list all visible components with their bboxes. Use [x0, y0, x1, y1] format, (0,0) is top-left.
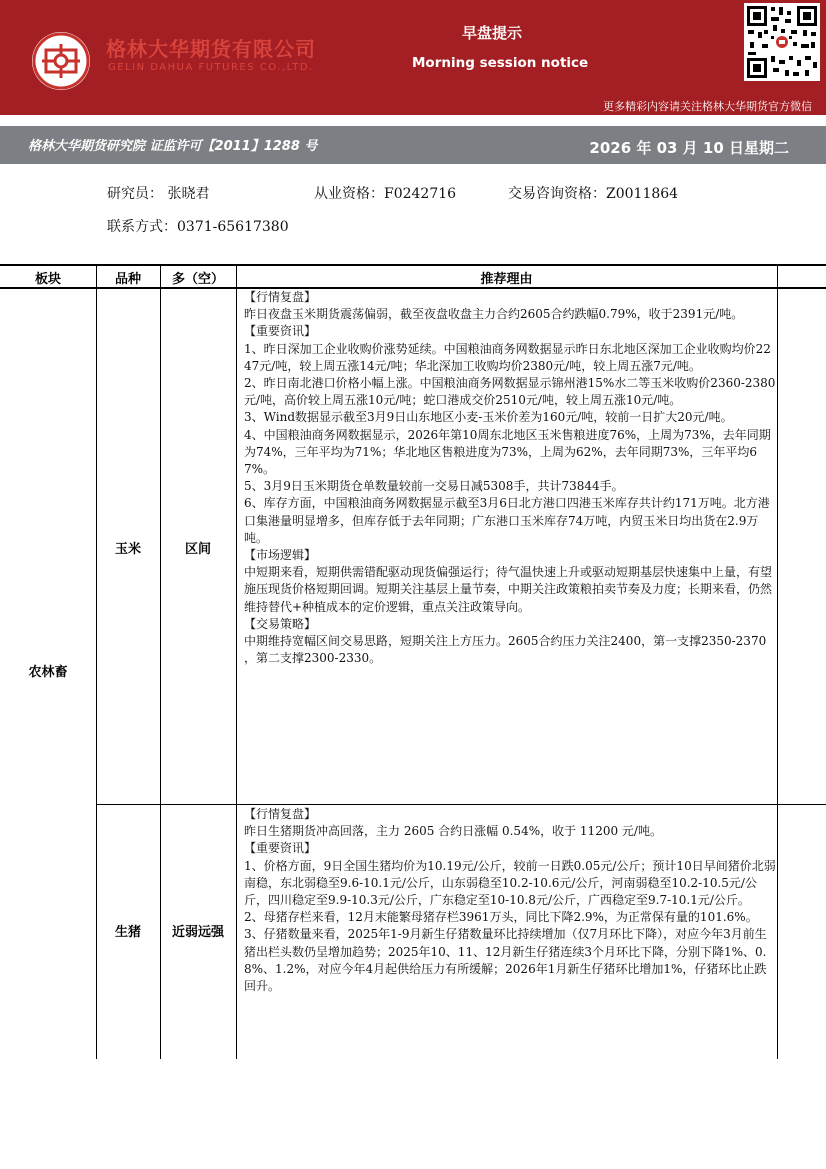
reason-paragraph: 中短期来看，短期供需错配驱动现货偏强运行；待气温快速上升或驱动短期基层快速集中上量，有望施压现货价格短期回调。短期关注基层上量节奏，中期关注政策粮拍卖节奏及力度；长期来看，仍然维持替代+种植成本的定价逻辑，重点关注政策导向。: [244, 565, 773, 614]
reason-paragraph: 2、昨日南北港口价格小幅上涨。中国粮油商务网数据显示锦州港15%水二等玉米收购价2360-2380元/吨，高价较上周五涨10元/吨；蛇口港成交价2510元/吨，较上周五涨10元/吨。: [244, 376, 776, 408]
table-rule: [236, 264, 237, 1059]
report-title-en: Morning session notice: [412, 55, 589, 71]
reason-paragraph: 5、3月9日玉米期货仓单数量较前一交易日减5308手，共计73844手。: [244, 479, 624, 494]
section-heading: 【重要资讯】: [244, 841, 317, 856]
header-direction: 多（空）: [171, 272, 224, 287]
header-variety: 品种: [114, 272, 141, 287]
reason-hog: [244, 806, 776, 995]
sector-cell: 农林畜: [28, 665, 68, 680]
reason-paragraph: 2、母猪存栏来看，12月末能繁母猪存栏3961万头，同比下降2.9%，为正常保有量的101.6%。: [244, 910, 758, 925]
header-reason: 推荐理由: [480, 272, 533, 287]
reason-paragraph: 6、库存方面，中国粮油商务网数据显示截至3月6日北方港口四港玉米库存共计约171万吨。北方港口集港量明显增多，但库存低于去年同期；广东港口玉米库存74万吨，内贸玉米日均出货在2.9万吨。: [244, 496, 770, 545]
company-name-cn: 格林大华期货有限公司: [106, 37, 316, 61]
reason-paragraph: 中期维持宽幅区间交易思路，短期关注上方压力。2605合约压力关注2400，第一支撑2350-2370 ，第二支撑2300-2330。: [244, 634, 767, 666]
reason-paragraph: 昨日生猪期货冲高回落，主力 2605 合约日涨幅 0.54%，收于 11200 元/吨。: [244, 824, 662, 839]
section-heading: 【重要资讯】: [244, 324, 317, 339]
reason-paragraph: 4、中国粮油商务网数据显示，2026年第10周东北地区玉米售粮进度76%，上周为73%，去年同期为74%，三年平均为71%；华北地区售粮进度为73%，上周为62%，去年同期73%，三年平均67%。: [244, 427, 771, 477]
contact-info: 联系方式：0371-65617380: [107, 219, 289, 235]
header-sector: 板块: [34, 272, 61, 287]
reason-paragraph: 昨日夜盘玉米期货震荡偏弱，截至夜盘收盘主力合约2605合约跌幅0.79%，收于2391元/吨。: [244, 307, 744, 322]
report-title-cn: 早盘提示: [462, 24, 523, 42]
report-date: 2026 年 03 月 10 日星期二: [589, 139, 789, 157]
wechat-qr-code-icon: [744, 3, 820, 81]
consulting-qualification: 交易咨询资格：Z0011864: [508, 186, 679, 202]
direction-hog: 近弱远强: [171, 925, 224, 940]
variety-corn: 玉米: [114, 542, 141, 557]
reason-corn: [244, 289, 776, 667]
company-name-en: GELIN DAHUA FUTURES CO.,LTD.: [108, 62, 314, 73]
researcher-name: 研究员： 张晓君: [107, 186, 210, 202]
wechat-follow-note: 更多精彩内容请关注格林大华期货官方微信: [603, 100, 812, 113]
institute-license: 格林大华期货研究院 证监许可【2011】1288 号: [28, 139, 318, 154]
table-rule: [0, 264, 826, 266]
practitioner-qualification: 从业资格：F0242716: [314, 186, 457, 202]
section-heading: 【市场逻辑】: [244, 548, 317, 563]
reason-paragraph: 3、Wind数据显示截至3月9日山东地区小麦-玉米价差为160元/吨，较前一日扩大20元/吨。: [244, 410, 733, 425]
reason-paragraph: 1、昨日深加工企业收购价涨势延续。中国粮油商务网数据显示昨日东北地区深加工企业收购均价2247元/吨，较上周五涨14元/吨；华北深加工收购均价2380元/吨，较上周五涨7元/吨。: [244, 341, 771, 373]
section-heading: 【行情复盘】: [244, 807, 317, 821]
reason-paragraph: 3、仔猪数量来看，2025年1-9月新生仔猪数量环比持续增加（仅7月环比下降），对应今年3月前生猪出栏头数仍呈增加趋势；2025年10、11、12月新生仔猪连续3个月环比下降，分别下降1%、0.8%、1.2%，对应今年4月起供给压力有所缓解；2026年1月新生仔猪环比增加1%，仔猪环比止跌回升。: [244, 927, 767, 994]
section-heading: 【交易策略】: [244, 616, 317, 631]
table-rule: [777, 264, 778, 1059]
reason-paragraph: 1、价格方面，9日全国生猪均价为10.19元/公斤，较前一日跌0.05元/公斤；预计10日早间猪价北弱南稳，东北弱稳至9.6-10.1元/公斤，山东弱稳至10.2-10.6元/公斤，河南弱稳至10.2-10.5元/公斤，四川稳定至9.9-10.3元/公斤，广东稳定至10-10.8元/公斤，广西稳定至9.7-10.1元/公斤。: [244, 858, 776, 908]
direction-corn: 区间: [184, 542, 211, 557]
company-logo-icon: [32, 32, 90, 90]
section-heading: 【行情复盘】: [244, 290, 317, 304]
variety-hog: 生猪: [114, 925, 141, 940]
table-rule: [96, 804, 826, 805]
